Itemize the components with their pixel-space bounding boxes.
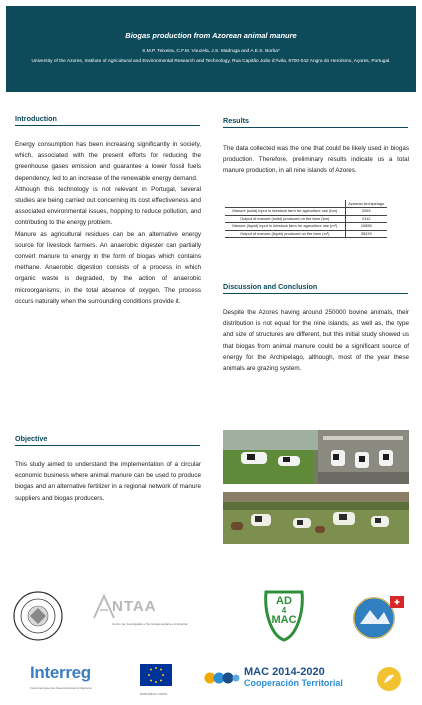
partner-crest-logo	[352, 592, 408, 642]
eu-label: EUROPEAN UNION	[140, 692, 168, 696]
interreg-logo	[30, 664, 130, 696]
table-row	[225, 215, 387, 223]
objective-body	[15, 459, 201, 504]
objective-divider	[15, 445, 200, 446]
introduction-divider	[15, 125, 200, 126]
table-row-label: Output of manure (solid) produced on the farm (ton)	[225, 215, 345, 223]
table-row	[225, 230, 387, 238]
ntaa-logo	[90, 592, 190, 636]
table-column-header: Azorean Archipelago	[345, 200, 387, 208]
table-row-value: 1312	[345, 215, 387, 223]
poster-title: Biogas production from Azorean animal manure	[125, 31, 297, 40]
table-row-label: Output of manure (liquid) produced on the farm (m³)	[225, 230, 345, 238]
discussion-heading: Discussion and Conclusion	[223, 282, 318, 291]
introduction-paragraph: Energy consumption has been increasing significantly in society, which, associated with the present efforts for reducing the greenhouse gases emission and guarantee a lower fossil fuels dependency, led to an increase of the renewable energy demand.	[15, 141, 201, 182]
discussion-divider	[223, 293, 408, 294]
ntaa-wordmark: NTAA	[112, 598, 157, 615]
ad4mac-top: AD	[276, 595, 292, 607]
discussion-paragraph: Despite the Azores having around 250000 bovine animals, their distribution is not equal for the nine islands, as well as, the type and size of structures are different, but this initial study showed us that biogas from animal manure could be a significant source of energy for the Archipelago, although, most of the year these animals are grazing system.	[223, 309, 409, 373]
partner-circle-logo	[376, 666, 402, 692]
table-row-value: 3263	[345, 208, 387, 216]
results-heading: Results	[223, 116, 249, 125]
affiliation: University of the Azores, Institute of Agricultural and Environmental Research and Technology, Rua Capitão João d'Ávila, 9700-042 Angra do Heroísmo, Açores, Portugal.	[31, 59, 391, 64]
table-row-value: 35229	[345, 230, 387, 238]
authors: S.M.P. Teixeira, C.F.M. Vouzela, J.S. Madruga and A.E.S. Borba*	[142, 49, 280, 54]
mac-2014-2020-logo	[204, 664, 364, 694]
mac-title: MAC 2014-2020	[244, 666, 325, 678]
table-row-label: Manure (liquid) input in livestock farm for agriculture use (m³)	[225, 223, 345, 231]
manure-table	[225, 200, 387, 238]
mac-subtitle: Cooperación Territorial	[244, 678, 343, 688]
table-header-row	[225, 200, 387, 208]
table-row	[225, 208, 387, 216]
objective-heading: Objective	[15, 434, 48, 443]
ad4mac-logo	[258, 584, 310, 644]
ntaa-subtitle: Centro de Investigação e Tecnologia Agrária e Ambiental	[112, 622, 188, 626]
ad4mac-number: 4	[281, 606, 287, 615]
table-header-blank	[225, 200, 345, 208]
discussion-body	[223, 307, 409, 374]
interreg-wordmark: Interreg	[30, 663, 91, 682]
introduction-body	[15, 139, 201, 307]
introduction-paragraph: Manure as agricultural residues can be an alternative energy source for livestock farmers. An anaerobic digester can partially convert manure to energy in the form of biogas which contains methane. Anaerobic digestion consists of a process in which organic waste is degraded, by the action of anaerobic microorganisms, in the total absence of oxygen. The process occurs naturally when the surrounding conditions provide it.	[15, 230, 201, 305]
university-azores-seal-logo	[12, 590, 64, 642]
introduction-paragraph: Although this technology is not relevant in Portugal, several studies are being carried out concerning its cost effectiveness and associated environmental issues, hopping to reduce pollution, and contributing to the energy problem.	[15, 185, 201, 227]
interreg-subtitle: Fundo Europeu de Desenvolvimento Regional	[30, 686, 92, 690]
table-row-value: 10855	[345, 223, 387, 231]
cows-barn-photo	[223, 430, 409, 484]
results-divider	[223, 127, 408, 128]
table-row	[225, 223, 387, 231]
table-row-label: Manure (solid) input in livestock farm for agriculture use (ton)	[225, 208, 345, 216]
ad4mac-bottom: MAC	[271, 614, 297, 626]
results-body	[223, 143, 409, 177]
cows-pasture-photo	[223, 492, 409, 544]
european-union-flag-logo	[140, 664, 182, 698]
poster-header	[6, 6, 416, 92]
objective-paragraph: This study aimed to understand the implementation of a circular economic business where animal manure can be used to produce biogas and an alternative fertilizer in a regional network of manure suppliers and biogas producers.	[15, 461, 201, 502]
introduction-heading: Introduction	[15, 114, 57, 123]
results-paragraph: The data collected was the one that could be likely used in biogas production. Therefore, preliminary results indicate us a total manure production, in all nine islands of Azores.	[223, 145, 409, 175]
